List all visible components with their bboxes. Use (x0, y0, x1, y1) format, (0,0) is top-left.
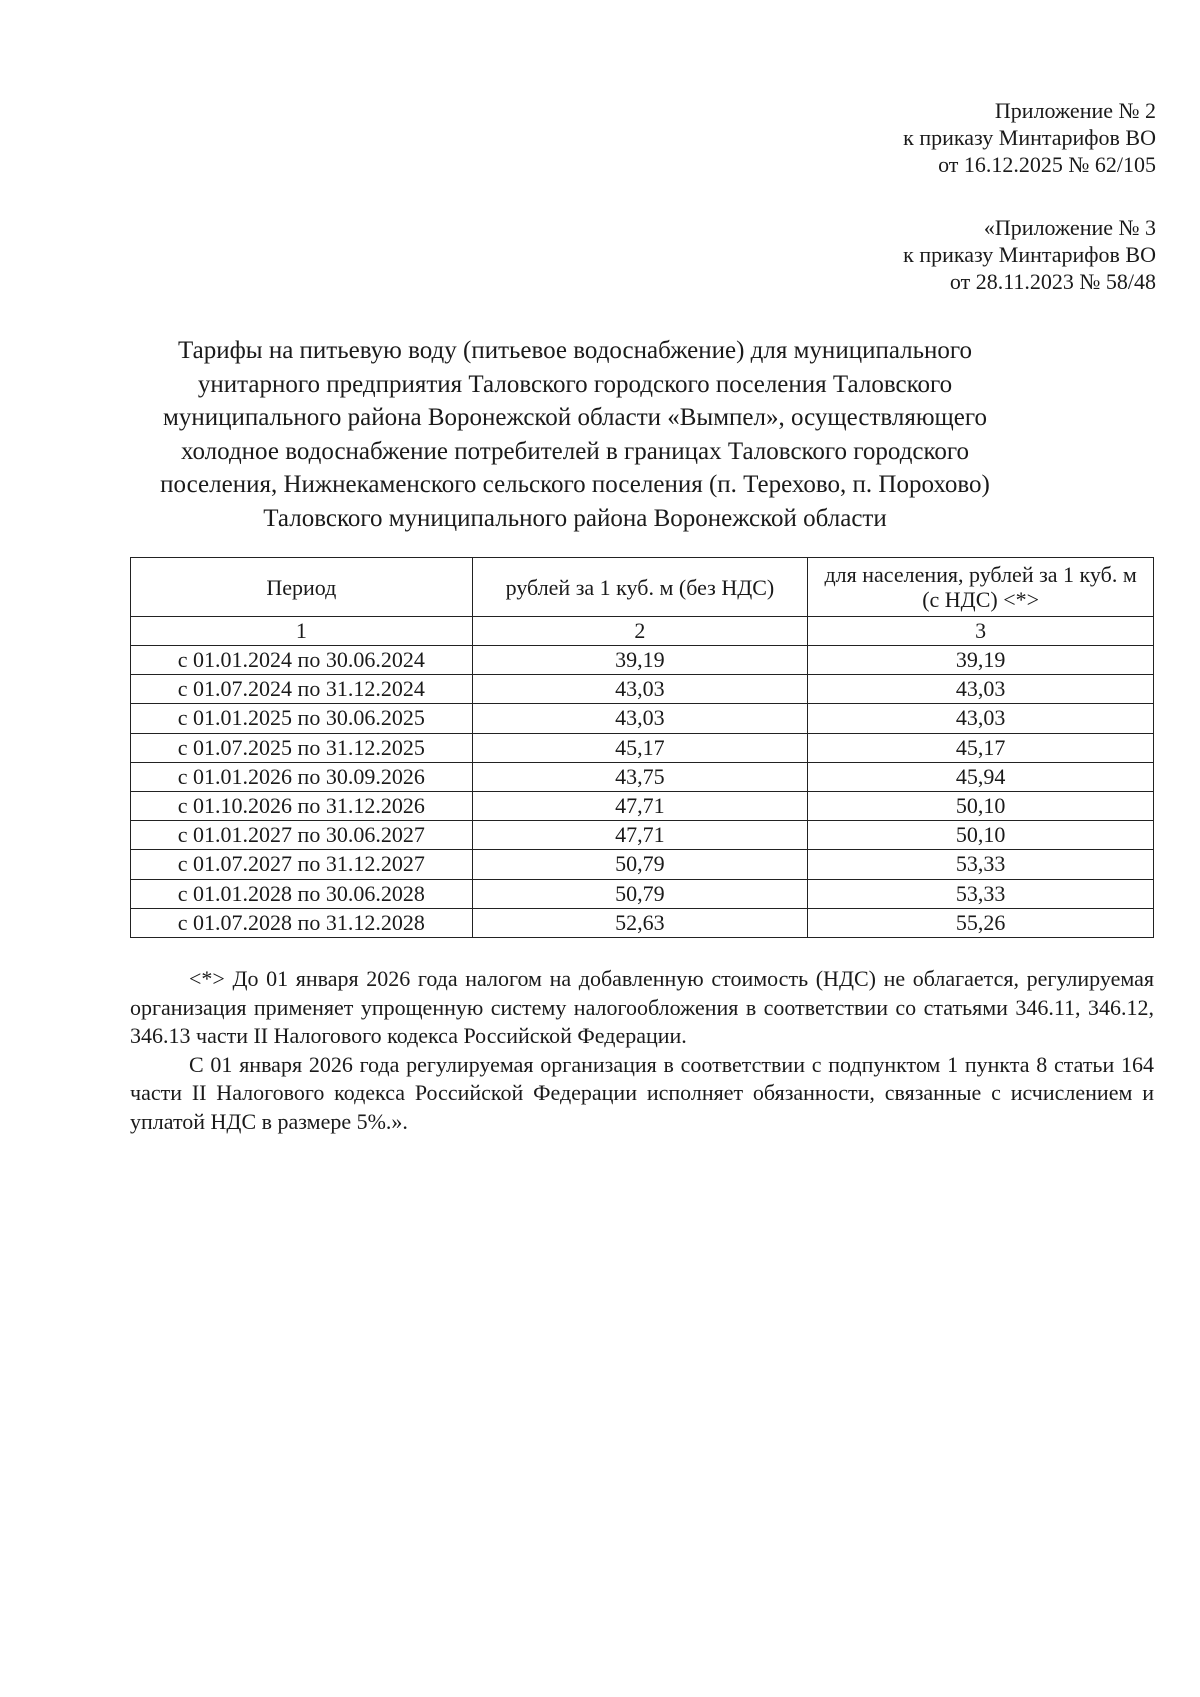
price-with-vat-cell: 50,10 (808, 821, 1154, 850)
period-cell: с 01.07.2028 по 31.12.2028 (131, 908, 473, 937)
table-row (131, 762, 1154, 791)
table-row (131, 646, 1154, 675)
table-row (131, 733, 1154, 762)
table-row (131, 675, 1154, 704)
table-row (131, 850, 1154, 879)
price-with-vat-cell: 43,03 (808, 675, 1154, 704)
period-cell: с 01.07.2027 по 31.12.2027 (131, 850, 473, 879)
price-no-vat-cell: 52,63 (472, 908, 808, 937)
table-header-row (131, 558, 1154, 617)
price-no-vat-cell: 43,03 (472, 704, 808, 733)
title-line: муниципального района Воронежской области «Вымпел», осуществляющего (163, 404, 987, 431)
column-number: 1 (131, 617, 473, 646)
table-row (131, 908, 1154, 937)
period-cell: с 01.01.2026 по 30.09.2026 (131, 762, 473, 791)
footnotes (130, 965, 1154, 1136)
column-number-row (131, 617, 1154, 646)
title-line: Тарифы на питьевую воду (питьевое водоснабжение) для муниципального (177, 337, 973, 364)
period-cell: с 01.01.2025 по 30.06.2025 (131, 704, 473, 733)
footnote-vat-obligation: С 01 января 2026 года регулируемая организация в соответствии с подпунктом 1 пункта 8 статьи 164 части II Налогового кодекса Российской Федерации исполняет обязанности, связанные с исчислением и уплатой НДС в размере 5%.». (130, 1051, 1154, 1134)
period-cell: с 01.07.2025 по 31.12.2025 (131, 733, 473, 762)
header-period: Период (131, 558, 473, 617)
appendix-current-number: Приложение № 2 (994, 98, 1156, 123)
price-no-vat-cell: 43,75 (472, 762, 808, 791)
price-no-vat-cell: 43,03 (472, 675, 808, 704)
period-cell: с 01.07.2024 по 31.12.2024 (131, 675, 473, 704)
price-with-vat-cell: 43,03 (808, 704, 1154, 733)
appendix-current-date: от 16.12.2025 № 62/105 (938, 152, 1156, 177)
footnote-vat-exemption: <*> До 01 января 2026 года налогом на добавленную стоимость (НДС) не облагается, регулируемая организация применяет упрощенную систему налогообложения в соответствии со статьями 346.11, 346.12, 346.13 части II Налогового кодекса Российской Федерации. (130, 966, 1154, 1048)
table-row (131, 704, 1154, 733)
price-with-vat-cell: 39,19 (808, 646, 1154, 675)
price-no-vat-cell: 39,19 (472, 646, 808, 675)
document-title (140, 334, 1010, 535)
title-line: Таловского муниципального района Воронежской области (263, 504, 887, 532)
appendix-amended-header (903, 214, 1156, 295)
title-line: унитарного предприятия Таловского городского поселения Таловского (197, 370, 953, 398)
price-with-vat-cell: 45,94 (808, 762, 1154, 791)
column-number: 3 (808, 617, 1154, 646)
period-cell: с 01.01.2028 по 30.06.2028 (131, 879, 473, 908)
appendix-current-order: к приказу Минтарифов ВО (903, 125, 1156, 150)
table-row (131, 879, 1154, 908)
price-no-vat-cell: 50,79 (472, 850, 808, 879)
period-cell: с 01.10.2026 по 31.12.2026 (131, 791, 473, 820)
price-with-vat-cell: 55,26 (808, 908, 1154, 937)
price-with-vat-cell: 45,17 (808, 733, 1154, 762)
appendix-current-header (903, 97, 1156, 178)
period-cell: с 01.01.2024 по 30.06.2024 (131, 646, 473, 675)
table-row (131, 821, 1154, 850)
price-with-vat-cell: 53,33 (808, 850, 1154, 879)
price-with-vat-cell: 50,10 (808, 791, 1154, 820)
column-number: 2 (472, 617, 808, 646)
header-price-no-vat: рублей за 1 куб. м (без НДС) (472, 558, 808, 617)
appendix-amended-number: «Приложение № 3 (983, 215, 1156, 240)
price-no-vat-cell: 45,17 (472, 733, 808, 762)
price-no-vat-cell: 50,79 (472, 879, 808, 908)
price-no-vat-cell: 47,71 (472, 791, 808, 820)
title-line: холодное водоснабжение потребителей в границах Таловского городского (180, 437, 970, 465)
appendix-amended-order: к приказу Минтарифов ВО (903, 242, 1156, 267)
period-cell: с 01.01.2027 по 30.06.2027 (131, 821, 473, 850)
table-row (131, 791, 1154, 820)
title-line: поселения, Нижнекаменского сельского поселения (п. Терехово, п. Порохово) (160, 471, 990, 498)
price-with-vat-cell: 53,33 (808, 879, 1154, 908)
tariff-table (130, 557, 1154, 938)
header-price-with-vat: для населения, рублей за 1 куб. м (с НДС) <*> (808, 558, 1154, 617)
appendix-amended-date: от 28.11.2023 № 58/48 (949, 269, 1156, 294)
price-no-vat-cell: 47,71 (472, 821, 808, 850)
